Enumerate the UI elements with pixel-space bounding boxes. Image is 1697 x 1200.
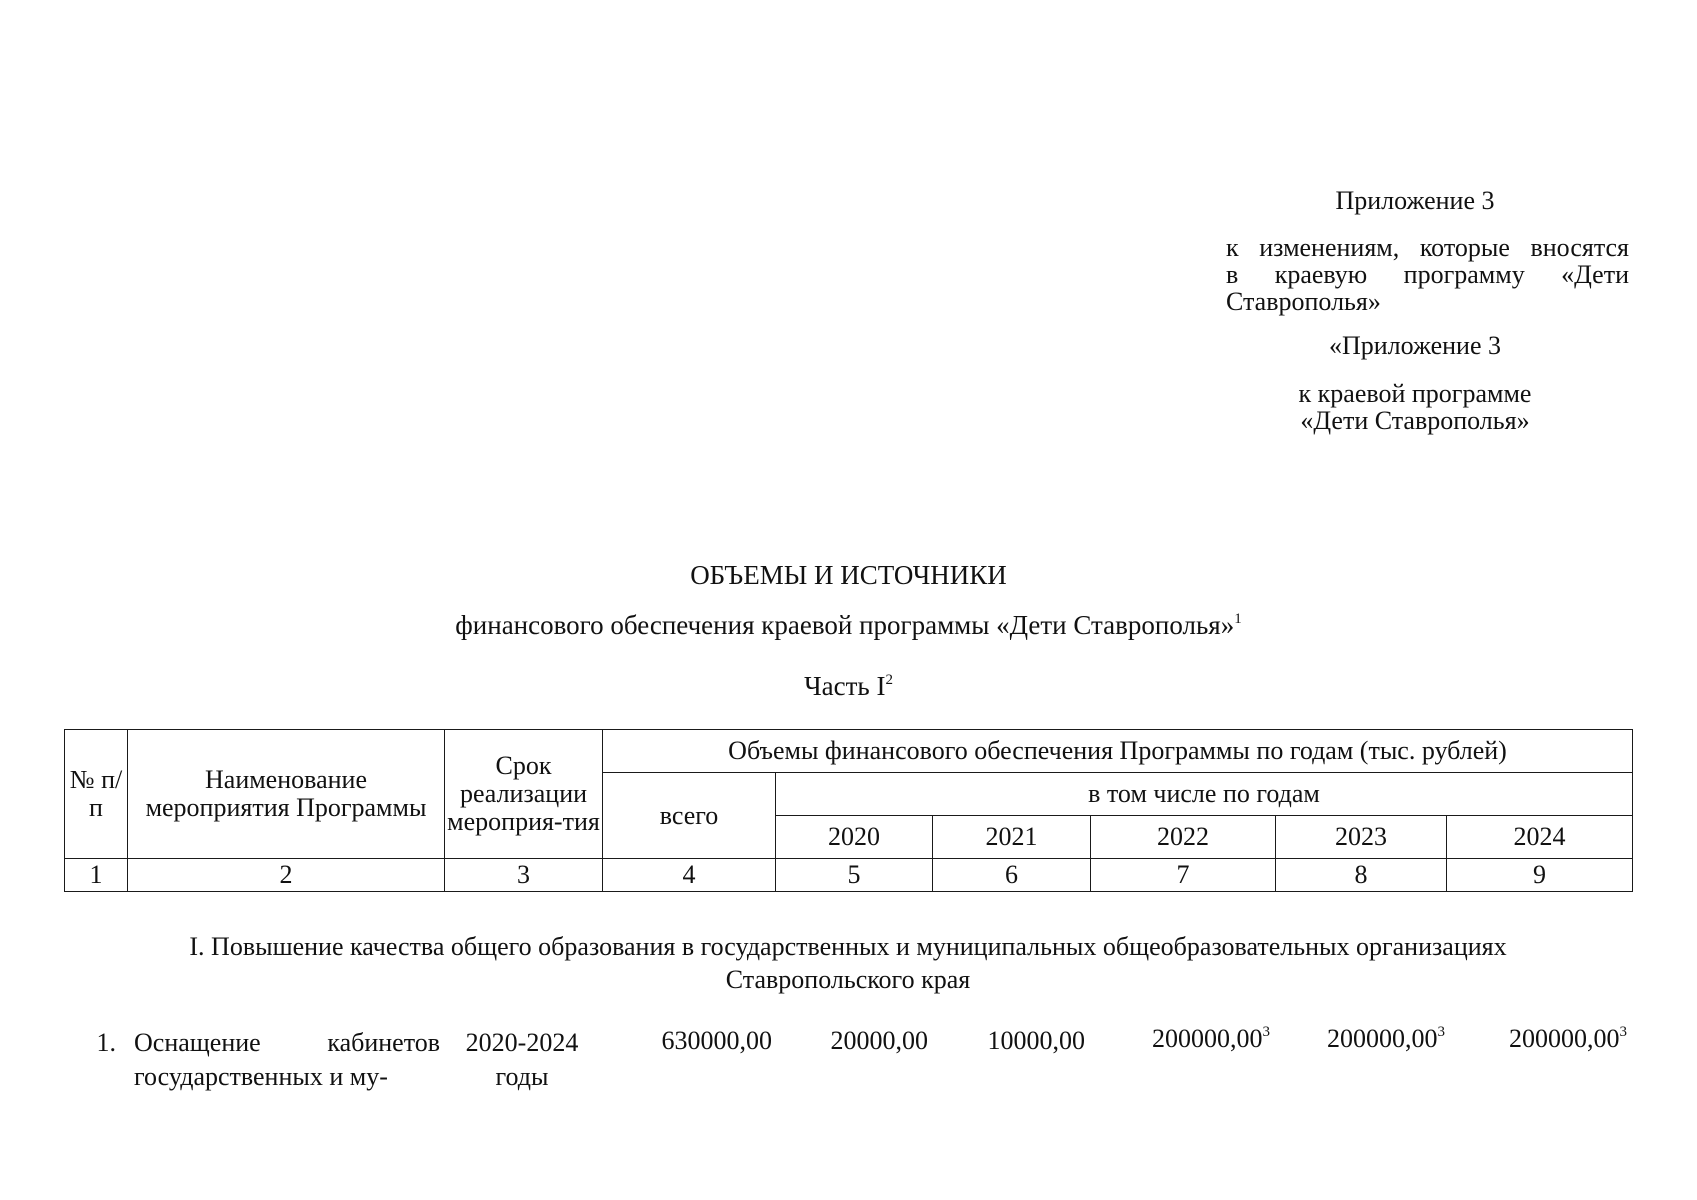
- row-value-text: 200000,00: [1509, 1024, 1620, 1053]
- footnote-mark: 3: [1437, 1024, 1445, 1040]
- annex-line-2: в краевую программу «Дети: [1226, 260, 1629, 289]
- row-name-word: Оснащение: [134, 1028, 261, 1057]
- row-name-line-2: государственных и му-: [134, 1062, 388, 1091]
- annex-reference: [1226, 234, 1629, 315]
- column-number: 3: [445, 859, 603, 892]
- annex-line-1: к изменениям, которые вносятся: [1226, 233, 1629, 262]
- document-title: ОБЪЕМЫ И ИСТОЧНИКИ: [690, 560, 1007, 590]
- header-year: 2023: [1276, 816, 1447, 859]
- section-heading-line-2: Ставропольского края: [725, 965, 971, 994]
- header-year: 2024: [1447, 816, 1633, 859]
- row-total: 630000,00: [661, 1026, 772, 1055]
- row-value-2020: 20000,00: [830, 1026, 928, 1055]
- column-number: 8: [1276, 859, 1447, 892]
- header-name: Наименование мероприятия Программы: [128, 730, 445, 859]
- column-number: 4: [603, 859, 776, 892]
- header-volumes: Объемы финансового обеспечения Программы по годам (тыс. рублей): [603, 730, 1633, 773]
- header-by-years: в том числе по годам: [776, 773, 1633, 816]
- document-subtitle: [0, 610, 1697, 641]
- annex-line-3: Ставрополья»: [1226, 287, 1381, 316]
- row-value-text: 200000,00: [1327, 1024, 1438, 1053]
- document-subtitle-text: финансового обеспечения краевой программы «Дети Ставрополья»: [455, 610, 1235, 640]
- part-title-text: Часть I: [804, 671, 886, 701]
- header-year: 2022: [1091, 816, 1276, 859]
- row-name-line-1: [134, 1026, 440, 1060]
- section-heading: [64, 930, 1632, 996]
- annex-sub-line-1: к краевой программе: [1298, 379, 1532, 408]
- row-term: [452, 1026, 592, 1094]
- row-number: 1.: [96, 1028, 116, 1057]
- row-value-2022: [1100, 1022, 1270, 1060]
- row-value-2024: [1455, 1022, 1627, 1060]
- annex-sub-title: «Приложение 3: [1328, 331, 1502, 360]
- header-num: № п/п: [65, 730, 128, 859]
- header-year: 2021: [933, 816, 1091, 859]
- row-value-2023: [1275, 1022, 1445, 1060]
- row-name-word: кабинетов: [327, 1028, 440, 1057]
- annex-sub-line-2: «Дети Ставрополья»: [1300, 406, 1530, 435]
- footnote-mark: 2: [885, 672, 893, 688]
- part-title: [0, 671, 1697, 702]
- row-term-line-1: 2020-2024: [465, 1028, 579, 1057]
- footnote-mark: 1: [1234, 611, 1242, 627]
- header-year: 2020: [776, 816, 933, 859]
- annex-title: Приложение 3: [1335, 186, 1495, 215]
- column-number: 9: [1447, 859, 1633, 892]
- header-term: Срок реализации мероприя-тия: [445, 730, 603, 859]
- column-number: 7: [1091, 859, 1276, 892]
- annex-sub-reference: [1250, 380, 1580, 434]
- column-number: 1: [65, 859, 128, 892]
- header-total: всего: [603, 773, 776, 859]
- row-value-2021: 10000,00: [987, 1026, 1085, 1055]
- footnote-mark: 3: [1262, 1024, 1270, 1040]
- column-number: 5: [776, 859, 933, 892]
- column-number: 2: [128, 859, 445, 892]
- footnote-mark: 3: [1619, 1024, 1627, 1040]
- row-term-line-2: годы: [495, 1062, 549, 1091]
- column-number: 6: [933, 859, 1091, 892]
- financing-table: [64, 729, 1633, 892]
- row-name: [134, 1026, 440, 1094]
- row-value-text: 200000,00: [1152, 1024, 1263, 1053]
- section-heading-line-1: I. Повышение качества общего образования в государственных и муниципальных общеобразовательных организациях: [189, 932, 1507, 961]
